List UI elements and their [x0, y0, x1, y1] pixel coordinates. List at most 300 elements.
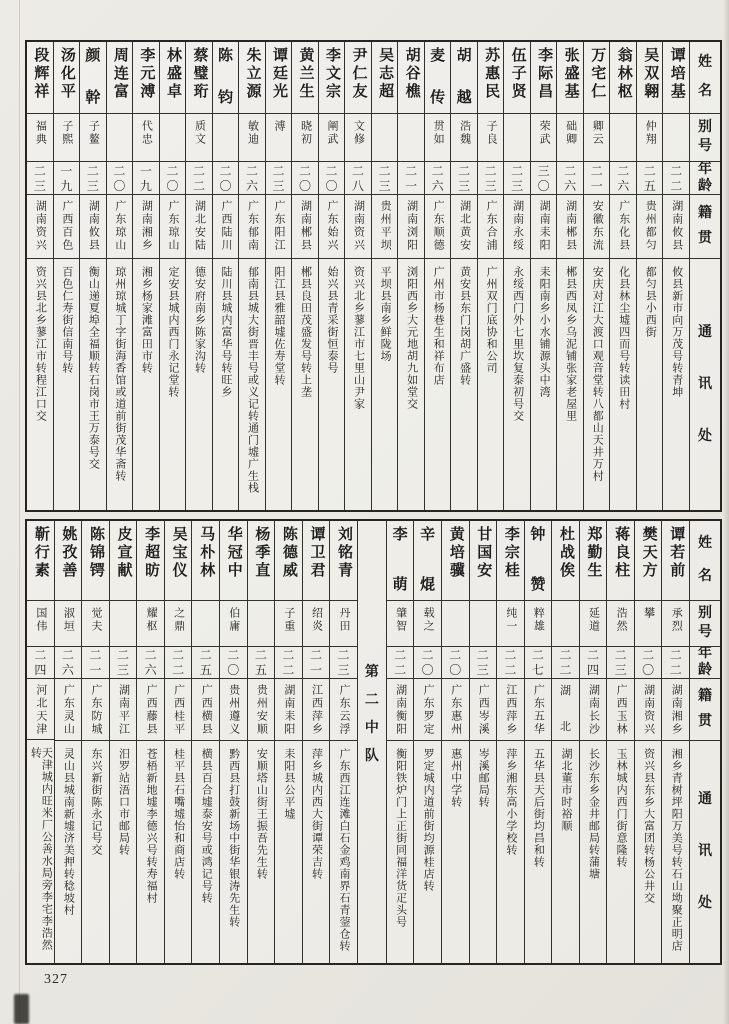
- header-name: 姓 名: [690, 42, 720, 114]
- person-column: [239, 42, 266, 510]
- header-name: 姓 名: [690, 521, 720, 601]
- alias-cell: [398, 114, 424, 162]
- header-column: [690, 42, 720, 510]
- address-cell: 郁南县城大街晋丰号或义记转通门墟广生栈: [246, 266, 259, 494]
- age-cell: 二 〇: [442, 647, 469, 679]
- person-column: [610, 42, 637, 510]
- origin-cell: 湖南平江: [110, 679, 137, 741]
- name-cell: 麦 传: [425, 42, 451, 114]
- age-cell: 二 〇: [292, 162, 318, 195]
- origin-cell: 湖南浏阳: [398, 195, 424, 259]
- age-cell: 二 五: [637, 162, 663, 195]
- header-address: 通 讯 处: [698, 324, 712, 444]
- person-column: [137, 521, 165, 963]
- origin-cell: 湖南耒阳: [275, 679, 302, 741]
- origin-cell: 广西百色: [54, 195, 80, 259]
- person-column: [160, 42, 187, 510]
- header-alias: 别 号: [690, 114, 720, 162]
- page-number: 327: [44, 972, 68, 987]
- origin-cell: 湖南湘乡: [662, 679, 689, 741]
- name-cell: 黄兰生: [292, 42, 318, 114]
- alias-cell: 之鼎: [165, 601, 192, 647]
- origin-cell: 湖北黄安: [451, 195, 477, 259]
- alias-cell: 浩然: [607, 601, 634, 647]
- address-cell: 始兴县青采街恒泰号: [326, 266, 339, 374]
- origin-cell: 广东五华: [525, 679, 552, 741]
- alias-cell: [552, 601, 579, 647]
- name-cell: 段辉祥: [27, 42, 53, 114]
- address-cell: 耒阳南乡小水铺源头中湾: [538, 266, 551, 398]
- person-column: [531, 42, 558, 510]
- address-cell: 灵山县城南新墟济美押转稔坡村: [62, 748, 75, 916]
- origin-cell: 广东琼山: [160, 195, 186, 259]
- name-cell: 杜战俟: [552, 521, 579, 601]
- person-column: [398, 42, 425, 510]
- alias-cell: [192, 601, 219, 647]
- section-divider: [358, 521, 387, 963]
- age-cell: 二 四: [27, 647, 54, 679]
- age-cell: 二 三: [478, 162, 504, 195]
- name-cell: 甘国安: [470, 521, 497, 601]
- alias-cell: 福典: [27, 114, 53, 162]
- age-cell: 二 六: [425, 162, 451, 195]
- person-column: [248, 521, 276, 963]
- person-column: [470, 521, 498, 963]
- person-column: [220, 521, 248, 963]
- age-cell: 二 六: [610, 162, 636, 195]
- name-cell: 陈 钧: [213, 42, 239, 114]
- age-cell: 二 二: [662, 647, 689, 679]
- age-cell: 二 七: [525, 647, 552, 679]
- name-cell: 李际昌: [531, 42, 557, 114]
- age-cell: 二 〇: [107, 162, 133, 195]
- person-column: [451, 42, 478, 510]
- name-cell: 翁林枢: [610, 42, 636, 114]
- origin-cell: 湖南郴县: [557, 195, 583, 259]
- header-age: 年 龄: [690, 162, 720, 195]
- address-cell: 陆川县城内富华号转旺乡: [219, 266, 232, 398]
- alias-cell: 载之: [414, 601, 441, 647]
- address-cell: 横县百合墟泰安号或鸿记号转: [200, 748, 213, 904]
- scan-edge-shadow: [723, 0, 729, 1024]
- name-cell: 李元溥: [133, 42, 159, 114]
- name-cell: 黄培骥: [442, 521, 469, 601]
- address-cell: 衡阳铁炉门上正街同福洋货疋头号: [394, 748, 407, 928]
- alias-cell: 子重: [275, 601, 302, 647]
- person-column: [303, 521, 331, 963]
- person-column: [82, 521, 110, 963]
- alias-cell: [610, 114, 636, 162]
- name-cell: 周连富: [107, 42, 133, 114]
- origin-cell: 江西萍乡: [303, 679, 330, 741]
- origin-cell: 湖南衡阳: [387, 679, 414, 741]
- alias-cell: 纯一: [497, 601, 524, 647]
- person-column: [442, 521, 470, 963]
- header-alias: 别 号: [690, 601, 720, 647]
- alias-cell: 丹田: [330, 601, 357, 647]
- name-cell: 万宅仁: [584, 42, 610, 114]
- address-cell: 惠州中学转: [449, 748, 462, 808]
- name-cell: 靳行素: [27, 521, 54, 601]
- name-cell: 樊天方: [635, 521, 662, 601]
- alias-cell: [160, 114, 186, 162]
- origin-cell: 湖南湘乡: [133, 195, 159, 259]
- age-cell: 二 六: [239, 162, 265, 195]
- age-cell: 二 二: [165, 647, 192, 679]
- address-cell: 耒阳县公平墟: [282, 748, 295, 820]
- person-column: [345, 42, 372, 510]
- person-column: [663, 42, 690, 510]
- address-cell: 萍乡城内西大街谭荣吉转: [310, 748, 323, 880]
- alias-cell: [663, 114, 689, 162]
- origin-cell: 广东云浮: [330, 679, 357, 741]
- person-column: [580, 521, 608, 963]
- address-cell: 苍梧新地墟李德兴号转寿福村: [145, 748, 158, 904]
- alias-cell: 肇智: [387, 601, 414, 647]
- origin-cell: 广东顺德: [425, 195, 451, 259]
- origin-cell: 湖南永绥: [504, 195, 530, 259]
- name-cell: 李文宗: [319, 42, 345, 114]
- name-cell: 谭卫君: [303, 521, 330, 601]
- person-column: [27, 42, 54, 510]
- age-cell: 二 〇: [220, 647, 247, 679]
- age-cell: 二 〇: [213, 162, 239, 195]
- alias-cell: 子熙: [54, 114, 80, 162]
- name-cell: 杨季直: [248, 521, 275, 601]
- alias-cell: 承烈: [662, 601, 689, 647]
- origin-cell: 广西陆川: [213, 195, 239, 259]
- origin-cell: 广东罗定: [414, 679, 441, 741]
- alias-cell: 觉夫: [82, 601, 109, 647]
- alias-cell: [107, 114, 133, 162]
- name-cell: 张盛基: [557, 42, 583, 114]
- person-column: [387, 521, 415, 963]
- address-cell: 广州市杨巷生和祥布店: [432, 266, 445, 386]
- origin-cell: 广东郁南: [239, 195, 265, 259]
- address-cell: 永绥西门外七里坎复泰初号交: [511, 266, 524, 422]
- header-origin: 籍 贯: [690, 195, 720, 259]
- person-column: [192, 521, 220, 963]
- age-cell: 二 三: [80, 162, 106, 195]
- alias-cell: [248, 601, 275, 647]
- age-cell: 二 三: [607, 647, 634, 679]
- age-cell: 二 三: [110, 647, 137, 679]
- age-cell: 二 二: [387, 647, 414, 679]
- age-cell: 二 三: [27, 162, 53, 195]
- person-column: [213, 42, 240, 510]
- address-cell: 广东西江连滩白石金鸡南界石青蓥仓转: [338, 748, 351, 952]
- person-column: [478, 42, 505, 510]
- address-cell: 浏阳西乡大元地胡九如堂交: [405, 266, 418, 410]
- name-cell: 胡谷樵: [398, 42, 424, 114]
- person-column: [552, 521, 580, 963]
- alias-cell: 荣武: [531, 114, 557, 162]
- name-cell: 皮宣献: [110, 521, 137, 601]
- origin-cell: 湖南资兴: [27, 195, 53, 259]
- address-cell: 汨罗站浯口市邮局转: [117, 748, 130, 856]
- age-cell: 二 二: [663, 162, 689, 195]
- address-cell: 攸县新市向万茂号转青坤: [670, 266, 683, 398]
- address-cell: 湘乡杨家滩富田市转: [140, 266, 153, 374]
- table-lower-grid: [25, 519, 722, 965]
- alias-cell: 子鳌: [80, 114, 106, 162]
- age-cell: 二 二: [552, 647, 579, 679]
- alias-cell: 贯如: [425, 114, 451, 162]
- name-cell: 苏惠民: [478, 42, 504, 114]
- alias-cell: 国伟: [27, 601, 54, 647]
- address-cell: 玉林城内西门街意隆转: [615, 748, 628, 868]
- age-cell: 二 二: [275, 647, 302, 679]
- person-column: [292, 42, 319, 510]
- origin-cell: 广西岑溪: [470, 679, 497, 741]
- address-cell: 平坝县南乡鲜陇场: [379, 266, 392, 362]
- alias-cell: [110, 601, 137, 647]
- person-column: [497, 521, 525, 963]
- header-address: 通 讯 处: [698, 792, 712, 911]
- origin-cell: 贵州都匀: [637, 195, 663, 259]
- alias-cell: 耀枢: [137, 601, 164, 647]
- age-cell: 二 六: [55, 647, 82, 679]
- age-cell: 一 九: [54, 162, 80, 195]
- name-cell: 谭若前: [662, 521, 689, 601]
- name-cell: 林盛卓: [160, 42, 186, 114]
- address-cell: 定安县城内西门永记堂转: [166, 266, 179, 398]
- alias-cell: 质文: [186, 114, 212, 162]
- person-column: [133, 42, 160, 510]
- origin-cell: 湖南攸县: [663, 195, 689, 259]
- header-column: [690, 521, 720, 963]
- directory-table-upper: [25, 40, 722, 512]
- origin-cell: 湖南郴县: [292, 195, 318, 259]
- age-cell: 二 八: [345, 162, 371, 195]
- person-column: [414, 521, 442, 963]
- person-column: [372, 42, 399, 510]
- alias-cell: 础卿: [557, 114, 583, 162]
- age-cell: 二 一: [584, 162, 610, 195]
- origin-cell: 贵州平坝: [372, 195, 398, 259]
- name-cell: 胡 越: [451, 42, 477, 114]
- age-cell: 二 三: [470, 647, 497, 679]
- address-cell: 德安府南乡陈家沟转: [193, 266, 206, 374]
- address-cell: 资兴县东乡大富团转杨公井交: [642, 748, 655, 904]
- age-cell: 二 三: [451, 162, 477, 195]
- origin-cell: 江西萍乡: [497, 679, 524, 741]
- name-cell: 谭培基: [663, 42, 689, 114]
- alias-cell: 淑垣: [55, 601, 82, 647]
- address-cell: 罗定城内道前街均源桂店转: [422, 748, 435, 892]
- person-column: [584, 42, 611, 510]
- person-column: [165, 521, 193, 963]
- age-cell: 二 五: [248, 647, 275, 679]
- person-column: [319, 42, 346, 510]
- address-cell: 广州双门底协和公司: [485, 266, 498, 374]
- name-cell: 钟 赞: [525, 521, 552, 601]
- origin-cell: 贵州遵义: [220, 679, 247, 741]
- age-cell: 二 六: [137, 647, 164, 679]
- age-cell: 二 六: [557, 162, 583, 195]
- origin-cell: 广东琼山: [107, 195, 133, 259]
- alias-cell: 攀: [635, 601, 662, 647]
- alias-cell: 子良: [478, 114, 504, 162]
- origin-cell: 湖南资兴: [345, 195, 371, 259]
- person-column: [55, 521, 83, 963]
- name-cell: 李宗桂: [497, 521, 524, 601]
- address-cell: 都匀县小西街: [644, 266, 657, 338]
- address-cell: 桂平县石嘴墟怡和商店转: [172, 748, 185, 880]
- alias-cell: 伯庸: [220, 601, 247, 647]
- age-cell: 二 三: [330, 647, 357, 679]
- person-column: [107, 42, 134, 510]
- age-cell: 三 〇: [531, 162, 557, 195]
- address-cell: 湘乡青树坪阳万美号转石山坳聚正明店: [670, 748, 683, 952]
- age-cell: 一 九: [133, 162, 159, 195]
- name-cell: 李 萌: [387, 521, 414, 601]
- person-column: [330, 521, 358, 963]
- person-column: [607, 521, 635, 963]
- origin-cell: 湖南耒阳: [531, 195, 557, 259]
- address-cell: 郴县良田茂盛发号转上垄: [299, 266, 312, 398]
- name-cell: 汤化平: [54, 42, 80, 114]
- age-cell: 二 〇: [414, 647, 441, 679]
- address-cell: 衡山递夏埠全福顺转石岗市王万泰号交: [87, 266, 100, 470]
- age-cell: 二 〇: [319, 162, 345, 195]
- age-cell: 二 〇: [160, 162, 186, 195]
- person-column: [80, 42, 107, 510]
- age-cell: 二 三: [372, 162, 398, 195]
- name-cell: 谭廷光: [266, 42, 292, 114]
- origin-cell: 湖南资兴: [635, 679, 662, 741]
- address-cell: 郴县西凤乡乌泥铺张家老屋里: [564, 266, 577, 422]
- person-column: [186, 42, 213, 510]
- origin-cell: 广东始兴: [319, 195, 345, 259]
- origin-cell: 安徽东流: [584, 195, 610, 259]
- name-cell: 刘铭青: [330, 521, 357, 601]
- alias-cell: 阐武: [319, 114, 345, 162]
- origin-cell: 广东阳江: [266, 195, 292, 259]
- origin-cell: 广东防城: [82, 679, 109, 741]
- name-cell: 伍子贤: [504, 42, 530, 114]
- origin-cell: 河北天津: [27, 679, 54, 741]
- scan-ink-blot: [14, 994, 29, 1024]
- alias-cell: 敏迪: [239, 114, 265, 162]
- header-origin: 籍 贯: [690, 679, 720, 741]
- address-cell: 资兴县北乡蓼江市转程江口交: [34, 266, 47, 422]
- address-cell: 东兴新街陈永记号交: [89, 748, 102, 856]
- origin-cell: 广东灵山: [55, 679, 82, 741]
- origin-cell: 湖 北: [552, 679, 579, 741]
- header-age: 年 龄: [690, 647, 720, 679]
- directory-table-lower: [25, 519, 722, 965]
- age-cell: 二 一: [398, 162, 424, 195]
- person-column: [637, 42, 664, 510]
- alias-cell: 代忠: [133, 114, 159, 162]
- name-cell: 朱立源: [239, 42, 265, 114]
- origin-cell: 广东惠州: [442, 679, 469, 741]
- name-cell: 陈锦锷: [82, 521, 109, 601]
- name-cell: 陈德威: [275, 521, 302, 601]
- age-cell: 二 四: [580, 647, 607, 679]
- name-cell: 华冠中: [220, 521, 247, 601]
- person-column: [504, 42, 531, 510]
- alias-cell: [504, 114, 530, 162]
- origin-cell: 广西横县: [192, 679, 219, 741]
- alias-cell: 延道: [580, 601, 607, 647]
- alias-cell: 绍炎: [303, 601, 330, 647]
- address-cell: 岑溪邮局转: [477, 748, 490, 808]
- alias-cell: [213, 114, 239, 162]
- alias-cell: [470, 601, 497, 647]
- address-cell: 湖北董市时裕顺: [559, 748, 572, 832]
- address-cell: 黄安县东门岗胡广盛转: [458, 266, 471, 386]
- person-column: [27, 521, 55, 963]
- name-cell: 郑勤生: [580, 521, 607, 601]
- age-cell: 二 一: [82, 647, 109, 679]
- origin-cell: 广西桂平: [165, 679, 192, 741]
- address-cell: 五华县天后街均昌和转: [532, 748, 545, 868]
- name-cell: 李超昉: [137, 521, 164, 601]
- alias-cell: [442, 601, 469, 647]
- origin-cell: 广东合浦: [478, 195, 504, 259]
- person-column: [662, 521, 690, 963]
- name-cell: 马朴林: [192, 521, 219, 601]
- origin-cell: 广西玉林: [607, 679, 634, 741]
- name-cell: 姚孜善: [55, 521, 82, 601]
- alias-cell: [372, 114, 398, 162]
- origin-cell: 湖南攸县: [80, 195, 106, 259]
- alias-cell: 晓初: [292, 114, 318, 162]
- origin-cell: 广西藤县: [137, 679, 164, 741]
- address-cell: 化县林尘墟四而号转读田村: [617, 266, 630, 410]
- address-cell: 百色仁寿街信南号转: [60, 266, 73, 374]
- address-cell: 天津城内旺米厂公善水局旁李宅李浩然转: [29, 747, 53, 952]
- name-cell: 颜 幹: [80, 42, 106, 114]
- alias-cell: 浩魏: [451, 114, 477, 162]
- origin-cell: 广东化县: [610, 195, 636, 259]
- age-cell: 二 二: [497, 647, 524, 679]
- age-cell: 二 〇: [635, 647, 662, 679]
- alias-cell: 溥: [266, 114, 292, 162]
- person-column: [266, 42, 293, 510]
- person-column: [525, 521, 553, 963]
- alias-cell: 仲翔: [637, 114, 663, 162]
- name-cell: 蔡璧珩: [186, 42, 212, 114]
- age-cell: 二 三: [266, 162, 292, 195]
- person-column: [54, 42, 81, 510]
- scan-margin-line: [19, 0, 20, 1024]
- address-cell: 安庆对江大渡口观音堂转八都山天井万村: [591, 266, 604, 482]
- alias-cell: 文修: [345, 114, 371, 162]
- age-cell: 二 三: [504, 162, 530, 195]
- person-column: [110, 521, 138, 963]
- section-label: 第 二 中 队: [364, 664, 379, 764]
- address-cell: 资兴北乡蓼江市七里山尹家: [352, 266, 365, 410]
- age-cell: 二 二: [186, 162, 212, 195]
- address-cell: 长沙东乡金井邮局转蒲塘: [587, 748, 600, 880]
- name-cell: 尹仁友: [345, 42, 371, 114]
- name-cell: 蒋良柱: [607, 521, 634, 601]
- name-cell: 吴宝仪: [165, 521, 192, 601]
- origin-cell: 湖南长沙: [580, 679, 607, 741]
- address-cell: 琼州琼城丁字街海香馆或道前街茂华斋转: [113, 266, 126, 482]
- alias-cell: 卿云: [584, 114, 610, 162]
- name-cell: 吴双翱: [637, 42, 663, 114]
- origin-cell: 贵州安顺: [248, 679, 275, 741]
- person-column: [557, 42, 584, 510]
- origin-cell: 湖北安陆: [186, 195, 212, 259]
- person-column: [635, 521, 663, 963]
- person-column: [275, 521, 303, 963]
- alias-cell: 粹雄: [525, 601, 552, 647]
